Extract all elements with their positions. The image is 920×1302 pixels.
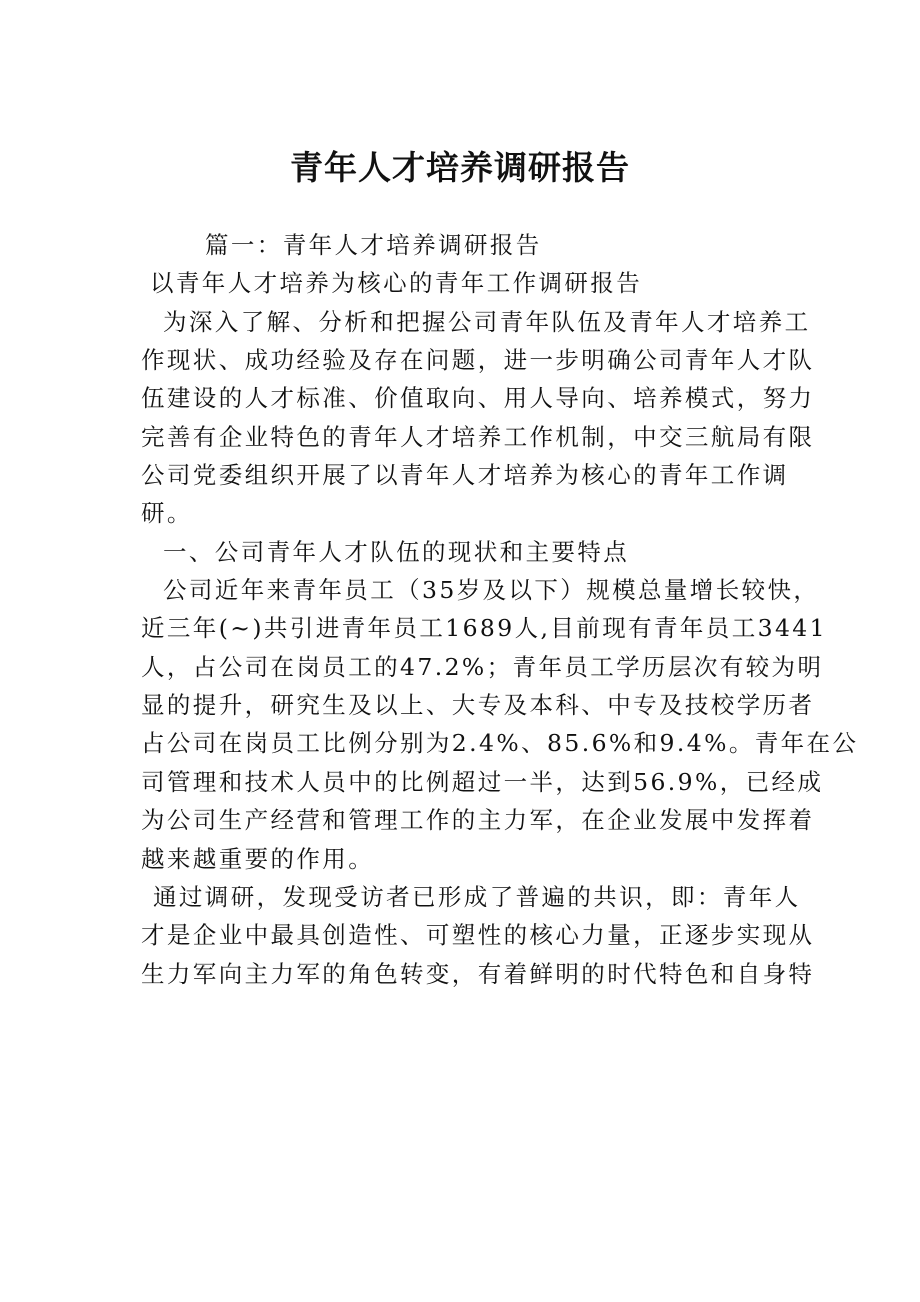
- document-title: 青年人才培养调研报告: [290, 148, 630, 187]
- paragraph-line: 通过调研，发现受访者已形成了普遍的共识，即：青年人: [153, 882, 801, 911]
- paragraph-consensus: [141, 878, 815, 993]
- paragraph-line: 为公司生产经营和管理工作的主力军，在企业发展中发挥着: [141, 806, 815, 835]
- paragraph-status: [141, 571, 859, 878]
- paragraph-line: 为深入了解、分析和把握公司青年队伍及青年人才培养工: [163, 307, 811, 336]
- paragraph-line: 生力军向主力军的角色转变，有着鲜明的时代特色和自身特: [141, 959, 815, 988]
- report-heading: 以青年人才培养为核心的青年工作调研报告: [150, 269, 643, 298]
- paragraph-line: 伍建设的人才标准、价值取向、用人导向、培养模式，努力: [141, 384, 815, 413]
- paragraph-line: 越来越重要的作用。: [141, 844, 375, 873]
- paragraph-line: 才是企业中最具创造性、可塑性的核心力量，正逐步实现从: [141, 921, 815, 950]
- section-heading: 一、公司青年人才队伍的现状和主要特点: [163, 537, 630, 566]
- paragraph-line: 近三年(~)共引进青年员工1689人,目前现有青年员工3441: [141, 614, 828, 643]
- paragraph-line: 显的提升，研究生及以上、大专及本科、中专及技校学历者: [141, 691, 815, 720]
- paragraph-line: 占公司在岗员工比例分别为2.4%、85.6%和9.4%。青年在公: [141, 729, 859, 758]
- paragraph-line: 公司党委组织开展了以青年人才培养为核心的青年工作调: [141, 461, 789, 490]
- document-body: [141, 226, 859, 993]
- paragraph-intro: [141, 303, 815, 533]
- document-subtitle: 篇一：青年人才培养调研报告: [205, 231, 542, 259]
- paragraph-line: 完善有企业特色的青年人才培养工作机制，中交三航局有限: [141, 422, 815, 451]
- paragraph-line: 作现状、成功经验及存在问题，进一步明确公司青年人才队: [141, 346, 815, 375]
- paragraph-line: 公司近年来青年员工（35岁及以下）规模总量增长较快，: [163, 576, 820, 605]
- paragraph-line: 研。: [141, 499, 193, 528]
- paragraph-line: 司管理和技术人员中的比例超过一半，达到56.9%，已经成: [141, 767, 824, 796]
- paragraph-line: 人，占公司在岗员工的47.2%；青年员工学历层次有较为明: [141, 652, 824, 681]
